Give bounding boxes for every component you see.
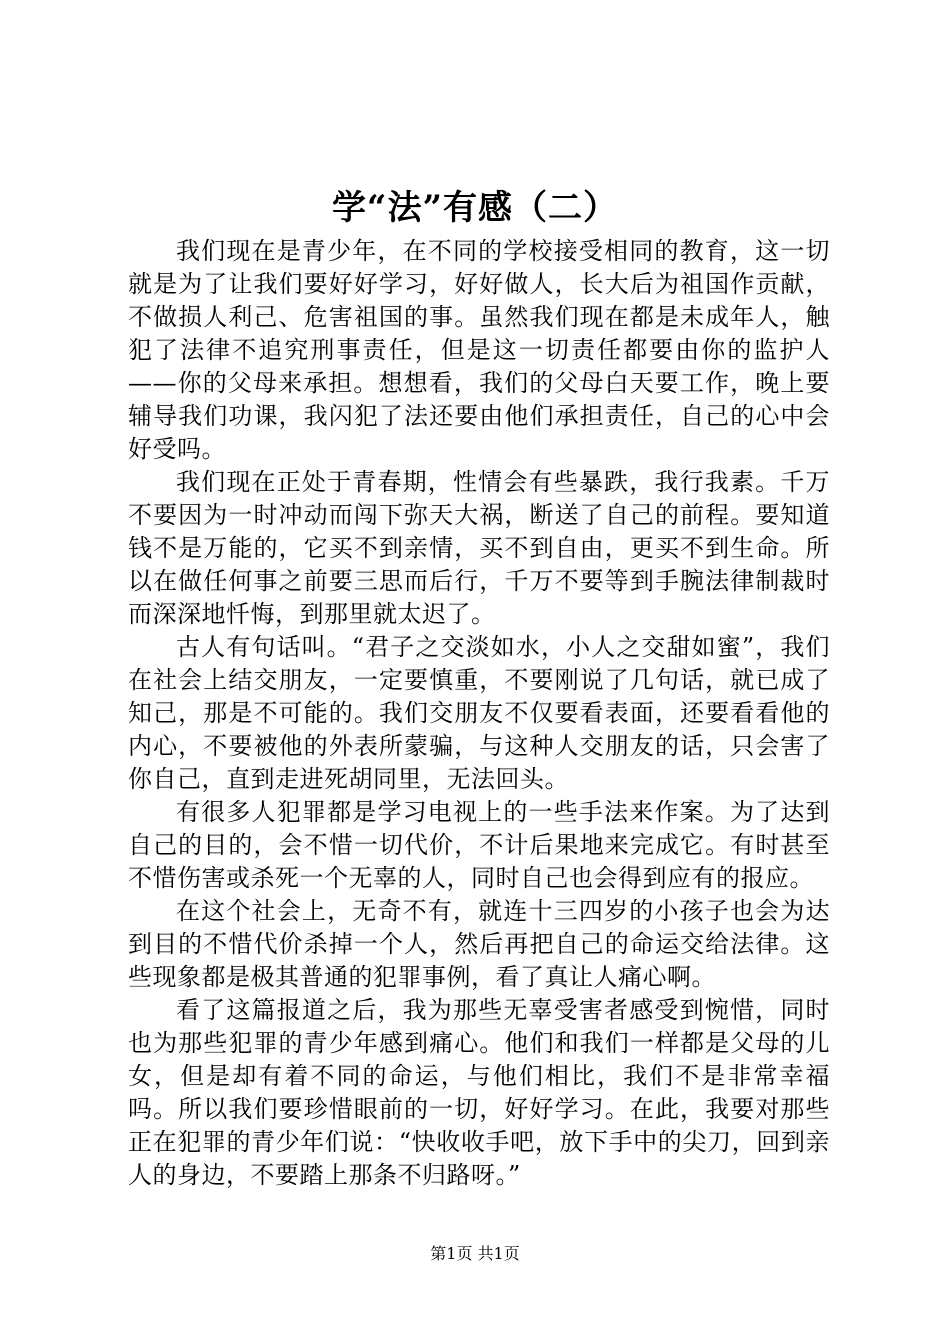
paragraph-1: 我们现在是青少年，在不同的学校接受相同的教育，这一切就是为了让我们要好好学习，好好做人，长大后为祖国作贡献，不做损人利己、危害祖国的事。虽然我们现在都是未成年人，触犯了法律不追究刑事责任，但是这一切责任都要由你的监护人——你的父母来承担。想想看，我们的父母白天要工作，晚上要辅导我们功课，我闪犯了法还要由他们承担责任，自己的心中会好受吗。: [128, 237, 830, 463]
paragraph-2: 我们现在正处于青春期，性情会有些暴跌，我行我素。千万不要因为一时冲动而闯下弥天大祸，断送了自己的前程。要知道钱不是万能的，它买不到亲情，买不到自由，更买不到生命。所以在做任何事之前要三思而后行，千万不要等到手腕法律制裁时而深深地忏悔，到那里就太迟了。: [128, 468, 830, 628]
paragraph-4: 有很多人犯罪都是学习电视上的一些手法来作案。为了达到自己的目的，会不惜一切代价，不计后果地来完成它。有时甚至不惜伤害或杀死一个无辜的人，同时自己也会得到应有的报应。: [128, 798, 830, 892]
paragraph-3: 古人有句话叫。“君子之交淡如水，小人之交甜如蜜”，我们在社会上结交朋友，一定要慎重，不要刚说了几句话，就已成了知己，那是不可能的。我们交朋友不仅要看表面，还要看看他的内心，不要被他的外表所蒙骗，与这种人交朋友的话，只会害了你自己，直到走进死胡同里，无法回头。: [128, 633, 830, 793]
document-title: 学“法”有感（二）: [331, 188, 619, 228]
paragraph-6: 看了这篇报道之后，我为那些无辜受害者感受到惋惜，同时也为那些犯罪的青少年感到痛心。他们和我们一样都是父母的儿女，但是却有着不同的命运，与他们相比，我们不是非常幸福吗。所以我们要珍惜眼前的一切，好好学习。在此，我要对那些正在犯罪的青少年们说：“快收收手吧，放下手中的尖刀，回到亲人的身边，不要踏上那条不归路呀。”: [128, 996, 830, 1189]
paragraph-5: 在这个社会上，无奇不有，就连十三四岁的小孩子也会为达到目的不惜代价杀掉一个人，然后再把自己的命运交给法律。这些现象都是极其普通的犯罪事例，看了真让人痛心啊。: [128, 897, 830, 991]
page-footer: 第1页 共1页: [430, 1244, 520, 1263]
document-body: [128, 235, 830, 1192]
